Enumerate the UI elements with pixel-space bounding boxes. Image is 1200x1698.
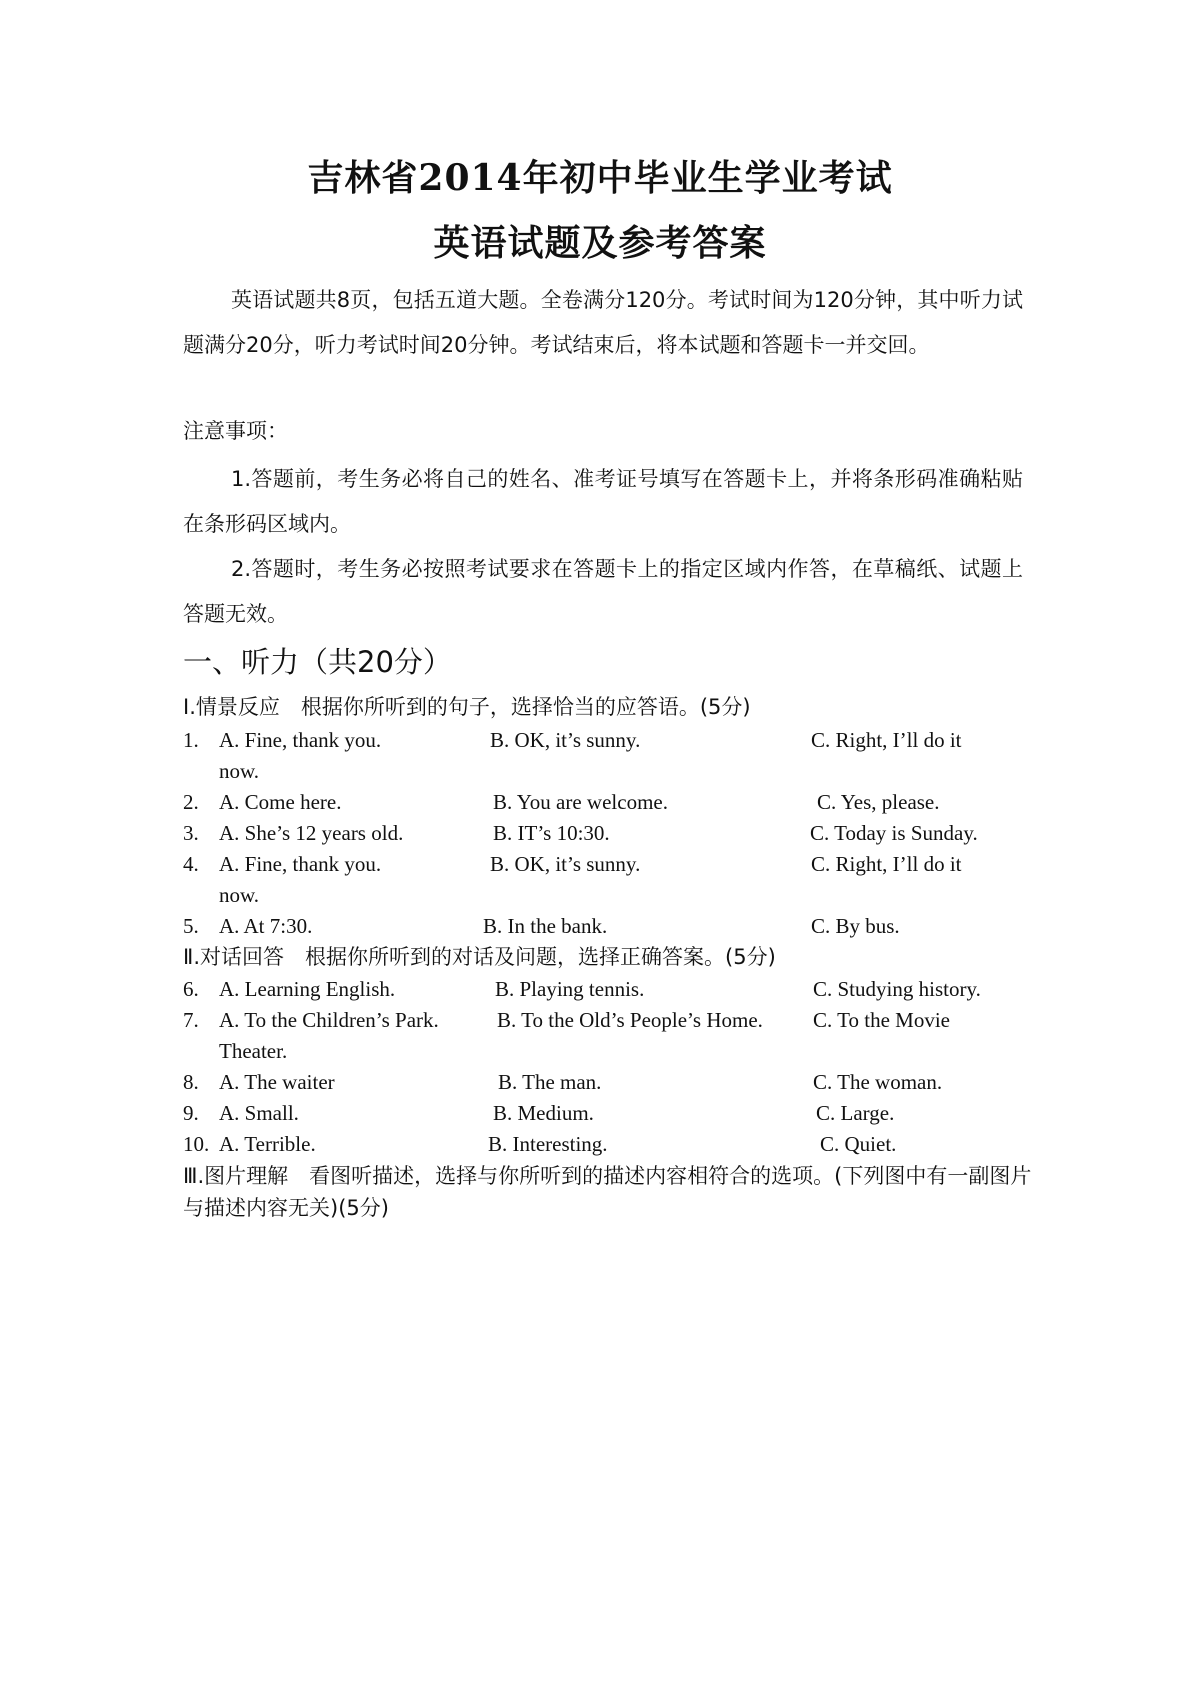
option-c: C. Studying history. <box>813 977 981 1001</box>
option-c: C. By bus. <box>811 914 900 938</box>
question-number: 7. <box>183 1008 199 1032</box>
option-b: B. In the bank. <box>483 914 608 938</box>
exam-title: 吉林省2014年初中毕业生学业考试 <box>307 157 893 199</box>
question-number: 2. <box>183 790 199 814</box>
option-b: B. IT’s 10:30. <box>493 821 610 845</box>
question-number: 9. <box>183 1101 199 1125</box>
part-heading-1: Ⅰ.情景反应 根据你所听到的句子，选择恰当的应答语。(5分) <box>183 695 751 719</box>
option-c: C. Today is Sunday. <box>810 821 978 845</box>
question-row <box>183 974 1043 1005</box>
section-heading-listening: 一、听力（共20分） <box>183 645 452 679</box>
option-b: B. You are welcome. <box>493 790 668 814</box>
option-a: A. Terrible. <box>219 1132 316 1156</box>
option-a: A. Learning English. <box>219 977 396 1001</box>
option-a: A. Small. <box>219 1101 299 1125</box>
option-c: C. Yes, please. <box>817 790 940 814</box>
question-row <box>183 1005 1043 1036</box>
option-b: B. OK, it’s sunny. <box>490 728 641 752</box>
option-c-continuation: now. <box>219 759 260 783</box>
option-a: A. Fine, thank you. <box>219 852 382 876</box>
option-b: B. Medium. <box>493 1101 594 1125</box>
option-b: B. Interesting. <box>488 1132 608 1156</box>
question-row <box>183 911 1043 942</box>
option-c: C. Right, I’ll do it <box>811 728 962 752</box>
option-c: C. Quiet. <box>820 1132 897 1156</box>
option-b: B. OK, it’s sunny. <box>490 852 641 876</box>
option-c-continuation: Theater. <box>219 1039 288 1063</box>
option-a: A. To the Children’s Park. <box>219 1008 439 1032</box>
question-row <box>183 849 1043 880</box>
option-c: C. Right, I’ll do it <box>811 852 962 876</box>
option-b: B. Playing tennis. <box>495 977 645 1001</box>
question-number: 6. <box>183 977 199 1001</box>
question-number: 10. <box>183 1132 210 1156</box>
question-number: 3. <box>183 821 199 845</box>
question-row <box>183 1067 1043 1098</box>
note-item-1: 1.答题前，考生务必将自己的姓名、准考证号填写在答题卡上，并将条形码准确粘贴在条形码区域内。 <box>183 467 1023 536</box>
question-row <box>183 1098 1043 1129</box>
question-row <box>183 818 1043 849</box>
intro-paragraph: 英语试题共8页，包括五道大题。全卷满分120分。考试时间为120分钟，其中听力试题满分20分，听力考试时间20分钟。考试结束后，将本试题和答题卡一并交回。 <box>183 288 1023 357</box>
note-item-2: 2.答题时，考生务必按照考试要求在答题卡上的指定区域内作答，在草稿纸、试题上答题无效。 <box>183 557 1023 626</box>
part-heading-3: Ⅲ.图片理解 看图听描述，选择与你所听到的描述内容相符合的选项。(下列图中有一副图片与描述内容无关)(5分) <box>183 1164 1032 1220</box>
option-b: B. To the Old’s People’s Home. <box>497 1008 763 1032</box>
question-number: 5. <box>183 914 199 938</box>
option-b: B. The man. <box>498 1070 602 1094</box>
question-row <box>183 787 1043 818</box>
notes-heading: 注意事项： <box>183 419 288 443</box>
question-row <box>183 725 1043 756</box>
option-c: C. The woman. <box>813 1070 943 1094</box>
question-number: 8. <box>183 1070 199 1094</box>
option-c-continuation: now. <box>219 883 260 907</box>
part-heading-2: Ⅱ.对话回答 根据你所听到的对话及问题，选择正确答案。(5分) <box>183 945 776 969</box>
question-number: 1. <box>183 728 199 752</box>
option-a: A. Fine, thank you. <box>219 728 382 752</box>
option-a: A. The waiter <box>219 1070 335 1094</box>
option-a: A. She’s 12 years old. <box>219 821 404 845</box>
exam-subtitle: 英语试题及参考答案 <box>433 222 767 264</box>
question-row <box>183 1129 1043 1160</box>
option-a: A. Come here. <box>219 790 342 814</box>
option-a: A. At 7:30. <box>219 914 313 938</box>
option-c: C. Large. <box>816 1101 895 1125</box>
option-c: C. To the Movie <box>813 1008 950 1032</box>
question-number: 4. <box>183 852 199 876</box>
